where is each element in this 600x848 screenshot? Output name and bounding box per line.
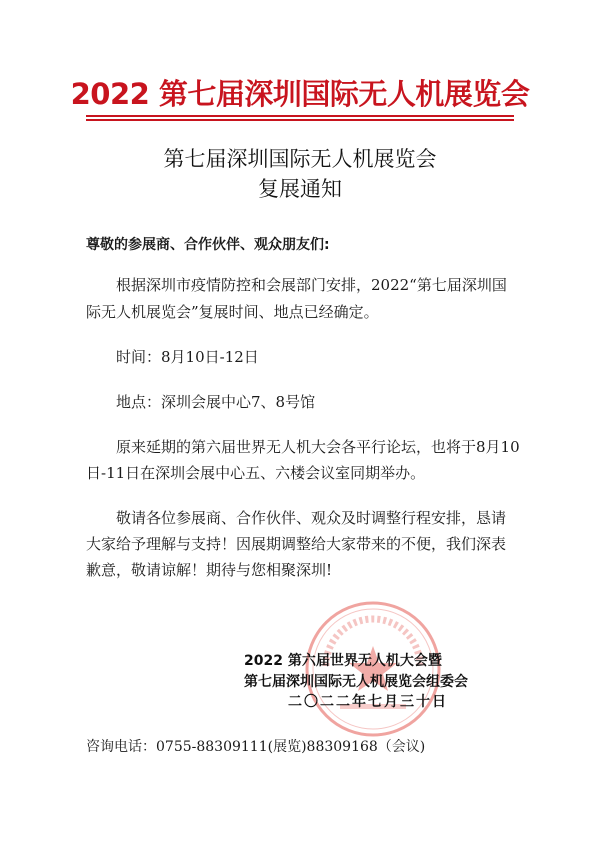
paragraph-3-line-2: 大家给予理解与支持！因展期调整给大家带来的不便，我们深表 <box>86 535 507 553</box>
paragraph-2-line-2: 日-11日在深圳会展中心五、六楼会议室同期举办。 <box>86 464 426 482</box>
paragraph-1-line-2: 际无人机展览会”复展时间、地点已经确定。 <box>86 303 379 321</box>
event-time: 时间：8月10日-12日 <box>116 348 259 366</box>
banner-rule-bottom <box>86 119 514 121</box>
banner-title: 2022 第七届深圳国际无人机展览会 <box>70 77 530 111</box>
contact-phone: 咨询电话：0755-88309111(展览)88309168（会议) <box>86 739 426 755</box>
paragraph-3-line-1: 敬请各位参展商、合作伙伴、观众及时调整行程安排，恳请 <box>116 509 507 527</box>
paragraph-2-line-1: 原来延期的第六届世界无人机大会各平行论坛，也将于8月10 <box>116 438 520 456</box>
paragraph-3-line-3: 歉意，敬请谅解！期待与您相聚深圳! <box>86 561 333 579</box>
banner-rule-top <box>86 115 514 117</box>
notice-subtitle: 复展通知 <box>258 177 342 201</box>
signature-date: 二〇二二年七月三十日 <box>288 694 448 710</box>
notice-title: 第七届深圳国际无人机展览会 <box>163 147 437 171</box>
paragraph-1-line-1: 根据深圳市疫情防控和会展部门安排，2022“第七届深圳国 <box>116 276 507 294</box>
salutation: 尊敬的参展商、合作伙伴、观众朋友们: <box>86 237 330 253</box>
signature-line-2: 第七届深圳国际无人机展览会组委会 <box>244 674 468 690</box>
signature-line-1: 2022 第六届世界无人机大会暨 <box>244 653 442 669</box>
event-place: 地点：深圳会展中心7、8号馆 <box>116 393 316 411</box>
